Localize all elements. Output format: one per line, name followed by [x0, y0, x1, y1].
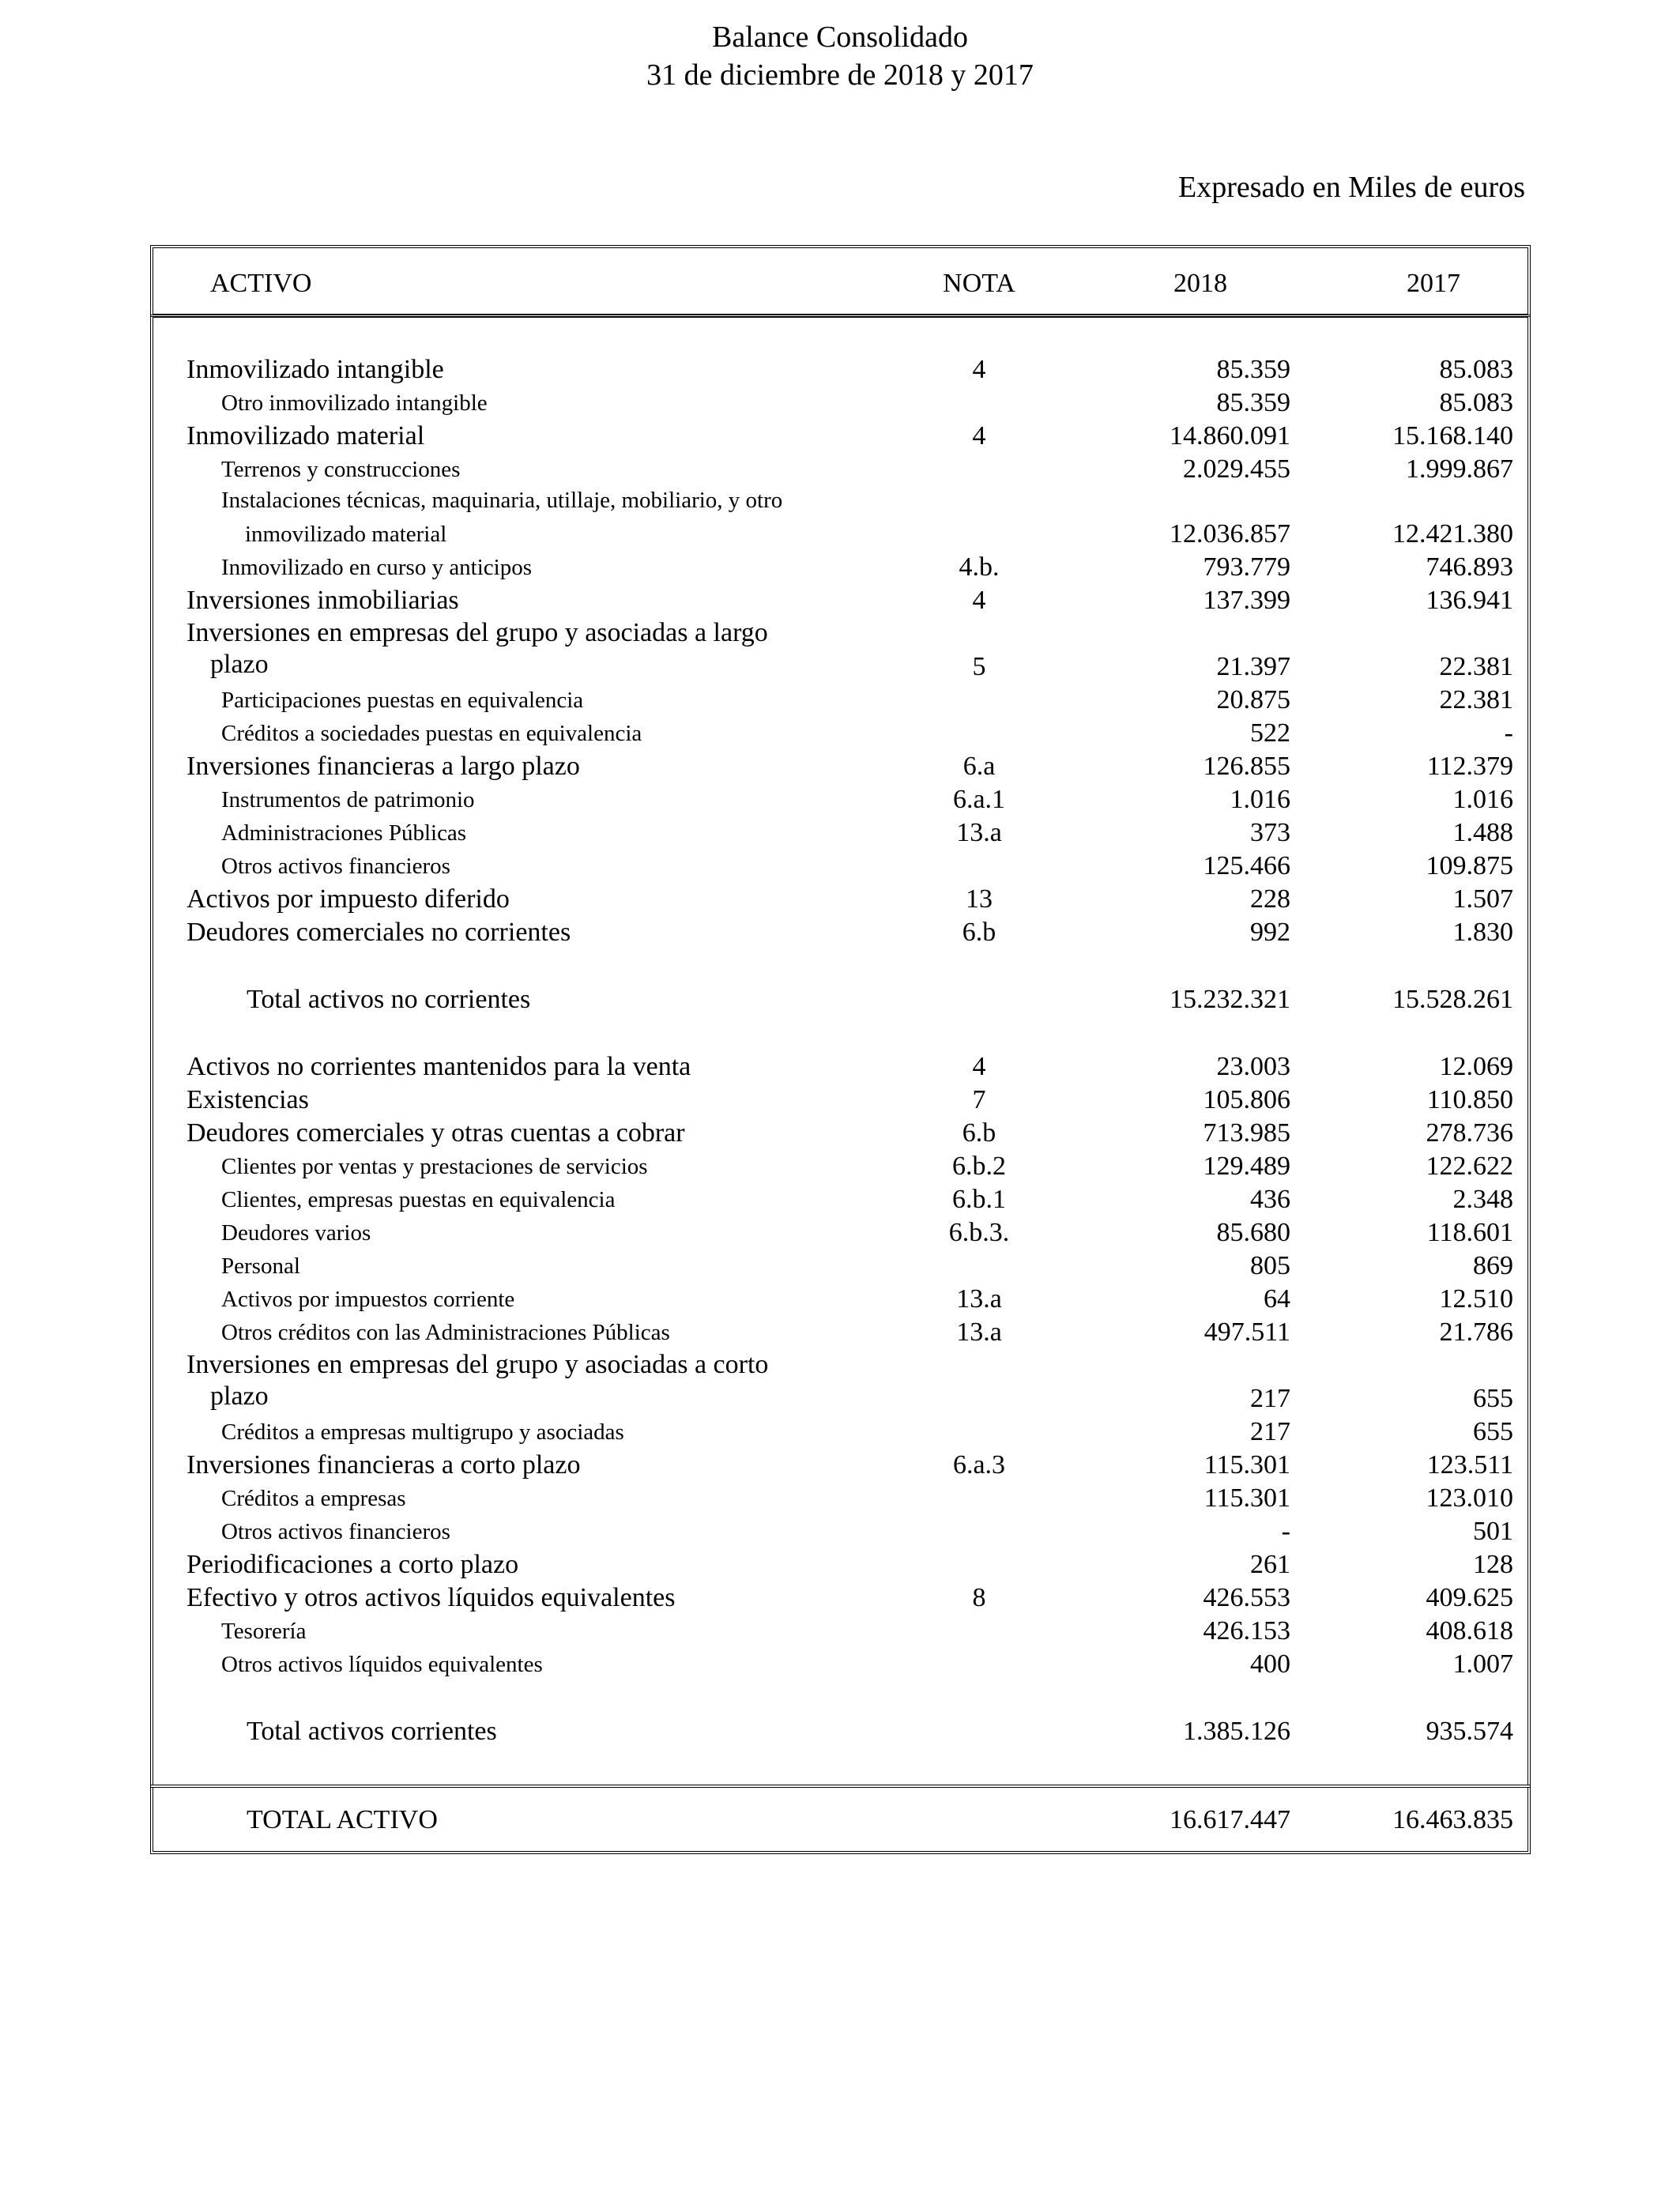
row-value-2017: 12.069: [1439, 1052, 1513, 1081]
row-nota: 4: [972, 421, 986, 450]
row-nota: 13.a: [956, 1284, 1002, 1314]
row-value-2017: 15.168.140: [1392, 421, 1513, 450]
row-nota: 4.b.: [959, 552, 1000, 582]
total-value-2017: 16.463.835: [1392, 1805, 1513, 1834]
row-value-2017: 409.625: [1426, 1583, 1513, 1612]
row-label: Otros activos financieros: [221, 854, 450, 879]
row-value-2017: 746.893: [1426, 552, 1513, 582]
column-header-nota: NOTA: [943, 269, 1015, 298]
row-value-2017: 1.488: [1452, 818, 1513, 847]
row-label: Clientes, empresas puestas en equivalencia: [221, 1187, 616, 1212]
row-label: Tesorería: [221, 1619, 307, 1644]
row-nota: 4: [972, 586, 986, 615]
row-value-2017: 1.016: [1452, 785, 1513, 814]
table-row: [153, 1216, 1527, 1250]
row-nota: 6.b.1: [952, 1185, 1006, 1214]
row-value-2018: -: [1281, 1517, 1290, 1546]
table-row: [153, 617, 1527, 684]
row-value-2017: 21.786: [1439, 1318, 1513, 1347]
row-value-2018: 992: [1250, 918, 1290, 947]
row-label: Créditos a empresas multigrupo y asociadas: [221, 1419, 624, 1445]
table-row: [153, 816, 1527, 850]
row-value-2017: 501: [1473, 1517, 1513, 1546]
column-header-activo: ACTIVO: [210, 269, 312, 298]
row-label: [186, 617, 768, 680]
row-value-2018: 137.399: [1203, 586, 1290, 615]
row-nota: 6.a.3: [952, 1450, 1006, 1480]
row-label: Créditos a empresas: [221, 1486, 406, 1511]
table-row: [153, 420, 1527, 453]
table-row: [153, 750, 1527, 783]
table-row: [153, 551, 1527, 584]
row-label-line1: Inversiones en empresas del grupo y asociadas a largo: [186, 618, 768, 647]
table-row: [153, 1515, 1527, 1548]
table-row: [153, 1117, 1527, 1150]
table-row: [153, 1581, 1527, 1615]
table-row: [153, 883, 1527, 916]
row-label: [186, 1349, 768, 1412]
row-label: Inmovilizado en curso y anticipos: [221, 555, 533, 580]
row-value-2018: 85.359: [1216, 355, 1290, 384]
table-row: [153, 717, 1527, 750]
row-value-2017: 2.348: [1452, 1185, 1513, 1214]
row-value-2018: 115.301: [1203, 1450, 1290, 1480]
row-label: Existencias: [186, 1085, 309, 1114]
row-value-2018: 85.359: [1216, 388, 1290, 417]
row-value-2017: 869: [1473, 1251, 1513, 1280]
row-value-2018: 1.385.126: [1183, 1717, 1290, 1746]
row-label: Total activos corrientes: [247, 1717, 497, 1746]
table-row: [153, 1349, 1527, 1416]
column-header-2017: 2017: [1407, 269, 1460, 298]
row-label: Otros activos líquidos equivalentes: [221, 1652, 543, 1677]
row-value-2017: 15.528.261: [1392, 985, 1513, 1014]
table-header: [150, 245, 1531, 317]
table-row: [153, 1250, 1527, 1283]
subtotal-row: [153, 983, 1527, 1016]
row-value-2017: 22.381: [1439, 652, 1513, 681]
row-value-2017: 118.601: [1426, 1218, 1513, 1247]
row-value-2018: 713.985: [1203, 1118, 1290, 1148]
row-label: Otros activos financieros: [221, 1519, 450, 1544]
row-value-2017: 22.381: [1439, 685, 1513, 714]
row-value-2017: 655: [1473, 1417, 1513, 1446]
row-value-2018: 436: [1250, 1185, 1290, 1214]
row-value-2018: 805: [1250, 1251, 1290, 1280]
table-row: [153, 1449, 1527, 1482]
row-label: Administraciones Públicas: [221, 820, 467, 846]
row-value-2017: -: [1504, 718, 1513, 748]
row-value-2018: 2.029.455: [1183, 454, 1290, 484]
row-value-2018: 115.301: [1203, 1483, 1290, 1513]
table-row: [153, 353, 1527, 386]
row-value-2018: 20.875: [1216, 685, 1290, 714]
row-nota: 6.b.3.: [948, 1218, 1010, 1247]
row-label: Deudores varios: [221, 1220, 371, 1246]
row-label: Participaciones puestas en equivalencia: [221, 688, 584, 713]
row-value-2018: 217: [1250, 1417, 1290, 1446]
row-value-2018: 23.003: [1216, 1052, 1290, 1081]
row-label-line1: Inversiones en empresas del grupo y asociadas a corto: [186, 1350, 769, 1379]
document-subtitle: 31 de diciembre de 2018 y 2017: [646, 58, 1034, 92]
row-label-line2: plazo: [210, 650, 269, 679]
row-value-2017: 122.622: [1426, 1152, 1513, 1181]
row-value-2017: 655: [1473, 1384, 1513, 1413]
row-nota: 6.a.1: [952, 785, 1006, 814]
table-row: [153, 1050, 1527, 1084]
table-row: [153, 1183, 1527, 1216]
table-body: [150, 315, 1531, 1788]
table-row: [153, 1548, 1527, 1581]
row-label: Terrenos y construcciones: [221, 457, 461, 482]
table-row: [153, 1648, 1527, 1681]
row-nota: 6.a: [962, 752, 996, 781]
row-value-2018: 426.553: [1203, 1583, 1290, 1612]
table-row: [153, 1482, 1527, 1515]
row-nota: 5: [972, 652, 986, 681]
row-label: [221, 484, 782, 549]
row-value-2017: 85.083: [1439, 355, 1513, 384]
row-value-2018: 522: [1250, 718, 1290, 748]
row-label: Deudores comerciales no corrientes: [186, 918, 571, 947]
table-row: [153, 484, 1527, 551]
table-row: [153, 1316, 1527, 1349]
row-value-2017: 110.850: [1426, 1085, 1513, 1114]
row-label: Otro inmovilizado intangible: [221, 390, 488, 416]
row-label: Clientes por ventas y prestaciones de servicios: [221, 1154, 648, 1179]
row-nota: 7: [972, 1085, 986, 1114]
row-value-2018: 261: [1250, 1550, 1290, 1579]
table-row: [153, 916, 1527, 949]
row-value-2017: 278.736: [1426, 1118, 1513, 1148]
row-value-2017: 1.830: [1452, 918, 1513, 947]
row-value-2018: 14.860.091: [1170, 421, 1290, 450]
row-value-2018: 793.779: [1203, 552, 1290, 582]
row-label: Instrumentos de patrimonio: [221, 787, 475, 812]
row-value-2018: 125.466: [1203, 851, 1290, 880]
row-value-2018: 85.680: [1216, 1218, 1290, 1247]
row-value-2017: 1.007: [1452, 1649, 1513, 1679]
units-note: Expresado en Miles de euros: [1178, 171, 1525, 204]
row-label: Inmovilizado material: [186, 421, 425, 450]
row-label: Inversiones financieras a largo plazo: [186, 752, 580, 781]
table-row: [153, 1283, 1527, 1316]
row-value-2017: 12.510: [1439, 1284, 1513, 1314]
row-value-2018: 129.489: [1203, 1152, 1290, 1181]
row-value-2018: 21.397: [1216, 652, 1290, 681]
row-value-2017: 1.507: [1452, 884, 1513, 914]
row-label-line2: inmovilizado material: [245, 522, 447, 547]
table-row: [153, 684, 1527, 717]
row-value-2017: 12.421.380: [1392, 519, 1513, 548]
row-label: Créditos a sociedades puestas en equivalencia: [221, 721, 642, 746]
table-row: [153, 453, 1527, 486]
row-label: Efectivo y otros activos líquidos equivalentes: [186, 1583, 676, 1612]
row-value-2018: 1.016: [1230, 785, 1290, 814]
row-value-2017: 935.574: [1426, 1717, 1513, 1746]
table-row: [153, 1615, 1527, 1648]
column-header-2018: 2018: [1173, 269, 1227, 298]
row-value-2017: 408.618: [1426, 1616, 1513, 1646]
row-nota: 13: [966, 884, 993, 914]
table-row: [153, 850, 1527, 883]
row-label: Activos no corrientes mantenidos para la venta: [186, 1052, 691, 1081]
row-label: Deudores comerciales y otras cuentas a cobrar: [186, 1118, 685, 1148]
row-value-2018: 217: [1250, 1384, 1290, 1413]
row-label-line2: plazo: [210, 1382, 269, 1411]
row-value-2018: 126.855: [1203, 752, 1290, 781]
table-row: [153, 783, 1527, 816]
total-row: [153, 1804, 1527, 1837]
row-label: Activos por impuestos corriente: [221, 1287, 515, 1312]
table-row: [153, 386, 1527, 420]
row-value-2018: 426.153: [1203, 1616, 1290, 1646]
row-value-2018: 64: [1264, 1284, 1290, 1314]
row-nota: 4: [972, 1052, 986, 1081]
row-value-2017: 85.083: [1439, 388, 1513, 417]
row-value-2017: 123.010: [1426, 1483, 1513, 1513]
row-nota: 4: [972, 355, 986, 384]
row-nota: 6.b.2: [952, 1152, 1006, 1181]
row-value-2018: 228: [1250, 884, 1290, 914]
row-value-2018: 373: [1250, 818, 1290, 847]
row-label: Inmovilizado intangible: [186, 355, 444, 384]
row-label: Inversiones inmobiliarias: [186, 586, 459, 615]
row-value-2017: 1.999.867: [1406, 454, 1513, 484]
row-value-2018: 400: [1250, 1649, 1290, 1679]
row-value-2017: 136.941: [1426, 586, 1513, 615]
subtotal-row: [153, 1715, 1527, 1748]
table-row: [153, 1416, 1527, 1449]
row-nota: 13.a: [956, 1318, 1002, 1347]
total-label: TOTAL ACTIVO: [247, 1805, 438, 1834]
row-value-2018: 12.036.857: [1170, 519, 1290, 548]
row-label: Otros créditos con las Administraciones Públicas: [221, 1320, 670, 1345]
row-nota: 6.b: [962, 1118, 996, 1148]
document-title: Balance Consolidado: [712, 21, 968, 54]
row-value-2018: 15.232.321: [1170, 985, 1290, 1014]
row-label: Inversiones financieras a corto plazo: [186, 1450, 581, 1480]
row-nota: 6.b: [962, 918, 996, 947]
row-label-line1: Instalaciones técnicas, maquinaria, utillaje, mobiliario, y otro: [221, 488, 783, 513]
row-nota: 13.a: [956, 818, 1002, 847]
row-label: Total activos no corrientes: [247, 985, 531, 1014]
row-label: Periodificaciones a corto plazo: [186, 1550, 519, 1579]
total-box: [150, 1785, 1531, 1854]
table-row: [153, 1150, 1527, 1183]
row-label: Personal: [221, 1253, 300, 1279]
row-value-2018: 497.511: [1203, 1318, 1290, 1347]
row-value-2017: 123.511: [1426, 1450, 1513, 1480]
table-row: [153, 584, 1527, 617]
row-nota: 8: [972, 1583, 986, 1612]
row-label: Activos por impuesto diferido: [186, 884, 510, 914]
row-value-2017: 109.875: [1426, 851, 1513, 880]
row-value-2018: 105.806: [1203, 1085, 1290, 1114]
row-value-2017: 112.379: [1426, 752, 1513, 781]
table-row: [153, 1084, 1527, 1117]
row-value-2017: 128: [1473, 1550, 1513, 1579]
total-value-2018: 16.617.447: [1170, 1805, 1290, 1834]
